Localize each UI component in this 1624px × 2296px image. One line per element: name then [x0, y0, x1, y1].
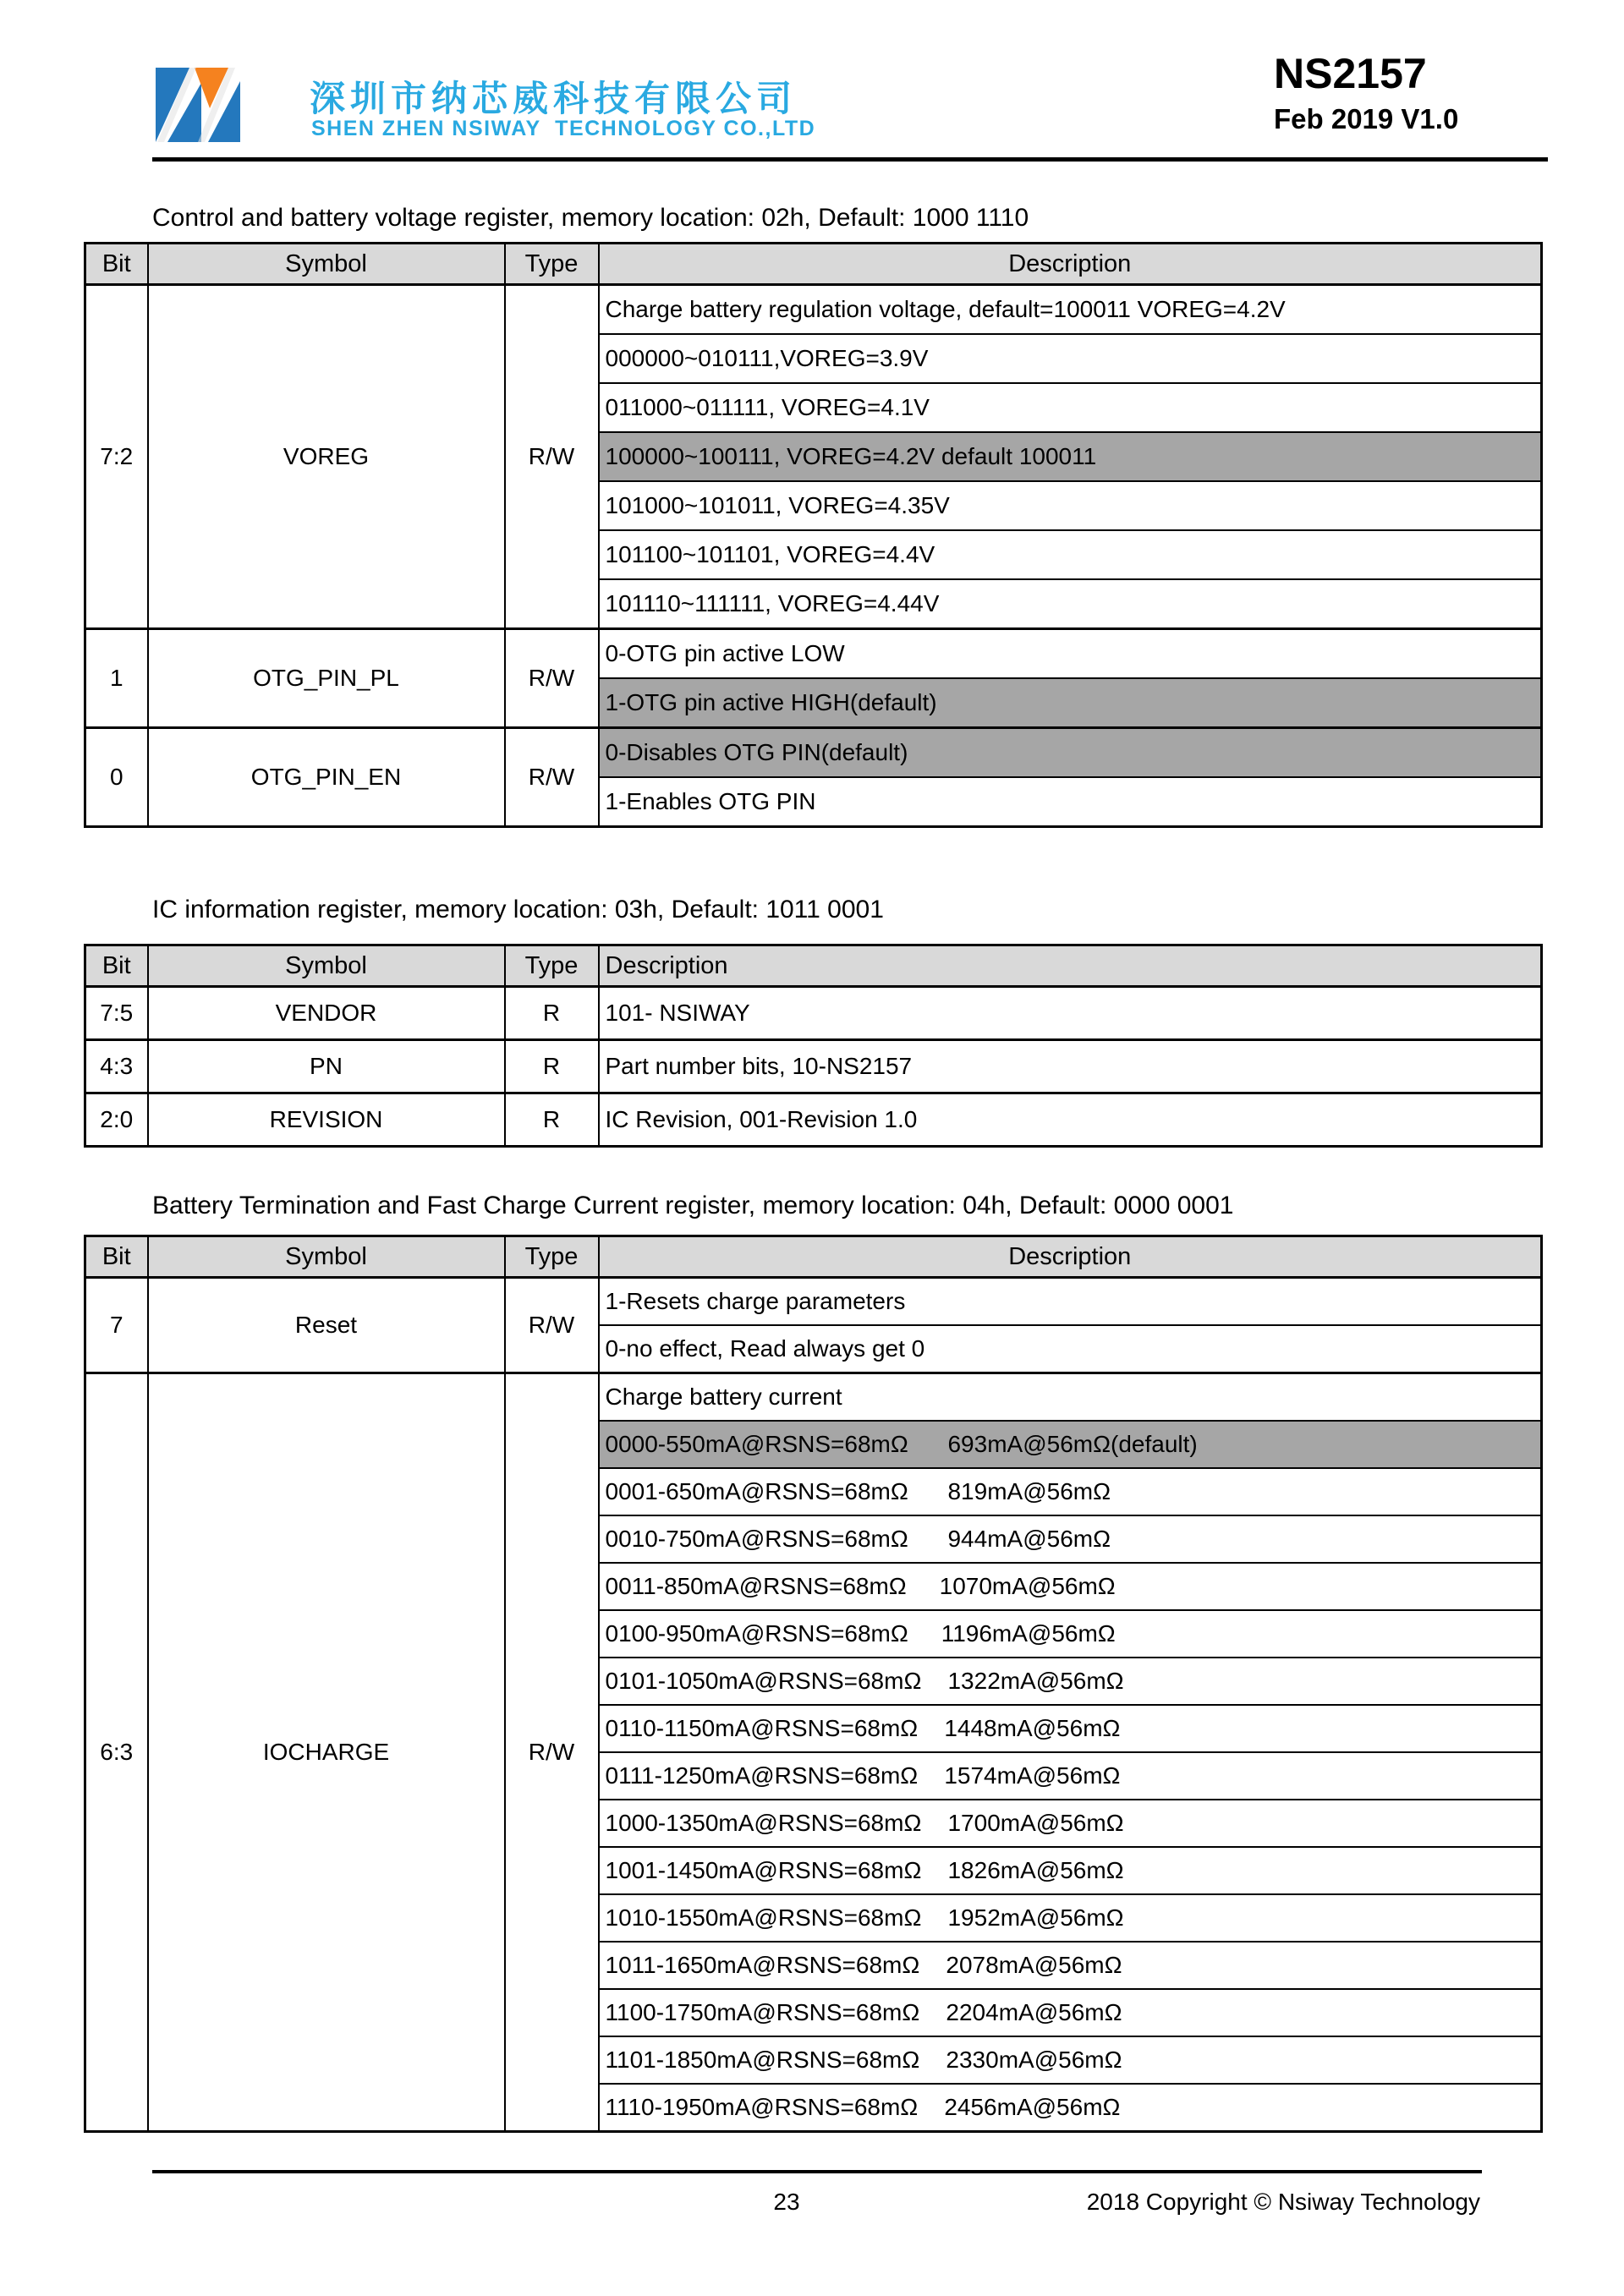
- header-rule: [152, 157, 1548, 162]
- description-cell: 0-no effect, Read always get 0: [599, 1325, 1542, 1373]
- column-header-symbol: Symbol: [148, 945, 505, 987]
- register-row: [85, 1278, 1542, 1326]
- description-cell: 0011-850mA@RSNS=68mΩ 1070mA@56mΩ: [599, 1563, 1542, 1610]
- type-cell: R/W: [505, 629, 599, 728]
- type-cell: R: [505, 1040, 599, 1093]
- register-row: [85, 629, 1542, 679]
- type-cell: R/W: [505, 1278, 599, 1373]
- symbol-cell: OTG_PIN_PL: [148, 629, 505, 728]
- description-cell: 0-OTG pin active LOW: [599, 629, 1542, 679]
- document-revision: Feb 2019 V1.0: [1274, 103, 1459, 134]
- symbol-cell: VENDOR: [148, 987, 505, 1040]
- description-cell: 000000~010111,VOREG=3.9V: [599, 334, 1542, 383]
- description-cell: 011000~011111, VOREG=4.1V: [599, 383, 1542, 432]
- symbol-cell: REVISION: [148, 1093, 505, 1147]
- register-table: [84, 944, 1543, 1148]
- register-row: [85, 987, 1542, 1040]
- description-cell: IC Revision, 001-Revision 1.0: [599, 1093, 1542, 1147]
- register-table: [84, 1235, 1543, 2133]
- description-cell: 0110-1150mA@RSNS=68mΩ 1448mA@56mΩ: [599, 1705, 1542, 1752]
- description-cell: 0000-550mA@RSNS=68mΩ 693mA@56mΩ(default): [599, 1421, 1542, 1468]
- column-header-description: Description: [599, 1236, 1542, 1278]
- symbol-cell: Reset: [148, 1278, 505, 1373]
- bit-cell: 1: [85, 629, 148, 728]
- company-name-chinese: 深圳市纳芯威科技有限公司: [310, 79, 798, 118]
- register-table-title: Control and battery voltage register, memory location: 02h, Default: 1000 1110: [152, 204, 1029, 232]
- bit-cell: 0: [85, 728, 148, 827]
- register-section-03h: [84, 895, 1540, 1148]
- column-header-type: Type: [505, 244, 599, 285]
- symbol-cell: PN: [148, 1040, 505, 1093]
- table-header-row: [85, 1236, 1542, 1278]
- description-cell: 0001-650mA@RSNS=68mΩ 819mA@56mΩ: [599, 1468, 1542, 1515]
- page-number: 23: [773, 2189, 800, 2215]
- type-cell: R: [505, 987, 599, 1040]
- type-cell: R/W: [505, 728, 599, 827]
- nsiway-logo-icon: [152, 61, 254, 145]
- description-cell: 0010-750mA@RSNS=68mΩ 944mA@56mΩ: [599, 1515, 1542, 1563]
- column-header-symbol: Symbol: [148, 244, 505, 285]
- column-header-symbol: Symbol: [148, 1236, 505, 1278]
- table-header-row: [85, 244, 1542, 285]
- description-cell: 1110-1950mA@RSNS=68mΩ 2456mA@56mΩ: [599, 2084, 1542, 2132]
- description-cell: Charge battery current: [599, 1373, 1542, 1422]
- register-section-04h: [84, 1191, 1540, 2133]
- bit-cell: 6:3: [85, 1373, 148, 2132]
- register-table-title: Battery Termination and Fast Charge Current register, memory location: 04h, Default: 0000 0001: [152, 1192, 1234, 1219]
- type-cell: R: [505, 1093, 599, 1147]
- description-cell: 101000~101011, VOREG=4.35V: [599, 481, 1542, 530]
- register-section-02h: [84, 203, 1540, 828]
- description-cell: 1000-1350mA@RSNS=68mΩ 1700mA@56mΩ: [599, 1800, 1542, 1847]
- description-cell: 101100~101101, VOREG=4.4V: [599, 530, 1542, 579]
- copyright-notice: 2018 Copyright © Nsiway Technology: [1086, 2189, 1480, 2215]
- type-cell: R/W: [505, 285, 599, 629]
- register-table-title: IC information register, memory location: 03h, Default: 1011 0001: [152, 896, 884, 923]
- register-table: [84, 242, 1543, 828]
- column-header-description: Description: [599, 244, 1542, 285]
- description-cell: Charge battery regulation voltage, default=100011 VOREG=4.2V: [599, 285, 1542, 335]
- column-header-description: Description: [599, 945, 1542, 987]
- symbol-cell: IOCHARGE: [148, 1373, 505, 2132]
- bit-cell: 7: [85, 1278, 148, 1373]
- column-header-type: Type: [505, 945, 599, 987]
- table-header-row: [85, 945, 1542, 987]
- description-cell: Part number bits, 10-NS2157: [599, 1040, 1542, 1093]
- description-cell: 1001-1450mA@RSNS=68mΩ 1826mA@56mΩ: [599, 1847, 1542, 1894]
- description-cell: 1010-1550mA@RSNS=68mΩ 1952mA@56mΩ: [599, 1894, 1542, 1942]
- register-row: [85, 1093, 1542, 1147]
- register-row: [85, 1040, 1542, 1093]
- column-header-bit: Bit: [85, 244, 148, 285]
- bit-cell: 7:5: [85, 987, 148, 1040]
- type-cell: R/W: [505, 1373, 599, 2132]
- column-header-bit: Bit: [85, 945, 148, 987]
- description-cell: 0-Disables OTG PIN(default): [599, 728, 1542, 778]
- bit-cell: 2:0: [85, 1093, 148, 1147]
- description-cell: 1100-1750mA@RSNS=68mΩ 2204mA@56mΩ: [599, 1989, 1542, 2036]
- description-cell: 101110~111111, VOREG=4.44V: [599, 579, 1542, 629]
- register-row: [85, 1373, 1542, 1422]
- bit-cell: 4:3: [85, 1040, 148, 1093]
- register-row: [85, 728, 1542, 778]
- description-cell: 100000~100111, VOREG=4.2V default 100011: [599, 432, 1542, 481]
- column-header-type: Type: [505, 1236, 599, 1278]
- symbol-cell: VOREG: [148, 285, 505, 629]
- description-cell: 101- NSIWAY: [599, 987, 1542, 1040]
- description-cell: 1-Enables OTG PIN: [599, 777, 1542, 827]
- column-header-bit: Bit: [85, 1236, 148, 1278]
- register-row: [85, 285, 1542, 335]
- description-cell: 0111-1250mA@RSNS=68mΩ 1574mA@56mΩ: [599, 1752, 1542, 1800]
- description-cell: 1-Resets charge parameters: [599, 1278, 1542, 1326]
- bit-cell: 7:2: [85, 285, 148, 629]
- description-cell: 1011-1650mA@RSNS=68mΩ 2078mA@56mΩ: [599, 1942, 1542, 1989]
- description-cell: 1-OTG pin active HIGH(default): [599, 678, 1542, 728]
- description-cell: 1101-1850mA@RSNS=68mΩ 2330mA@56mΩ: [599, 2036, 1542, 2084]
- footer-rule: [152, 2170, 1482, 2173]
- description-cell: 0100-950mA@RSNS=68mΩ 1196mA@56mΩ: [599, 1610, 1542, 1658]
- company-name-english: SHEN ZHEN NSIWAY TECHNOLOGY CO.,LTD: [311, 117, 816, 140]
- symbol-cell: OTG_PIN_EN: [148, 728, 505, 827]
- description-cell: 0101-1050mA@RSNS=68mΩ 1322mA@56mΩ: [599, 1658, 1542, 1705]
- part-number: NS2157: [1274, 50, 1427, 97]
